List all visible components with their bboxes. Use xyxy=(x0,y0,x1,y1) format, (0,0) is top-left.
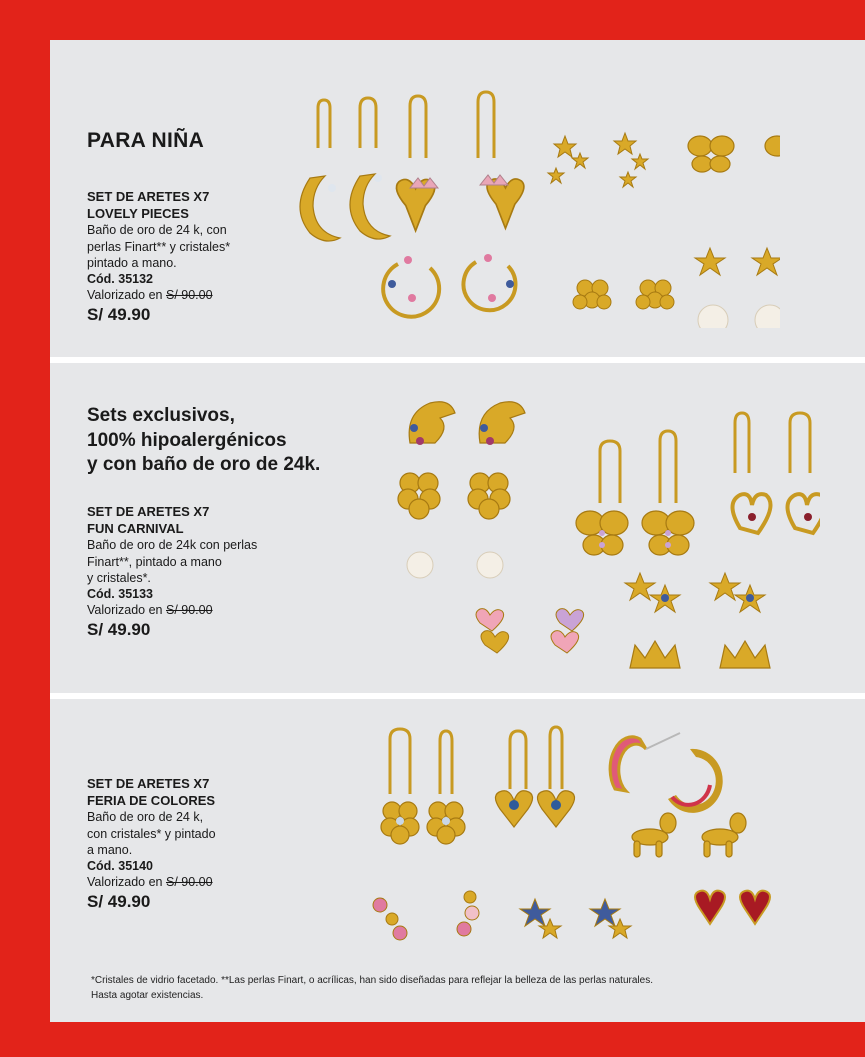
current-price: S/ 49.90 xyxy=(87,891,151,911)
product-description: Baño de oro de 24 k, con xyxy=(87,223,227,238)
product-title: SET DE ARETES X7 xyxy=(87,504,210,519)
product-description: con cristales* y pintado xyxy=(87,826,216,841)
product-info-feria-de-colores xyxy=(87,776,317,913)
valued-label: Valorizado en xyxy=(87,875,163,890)
footnote xyxy=(91,974,831,1003)
product-code: Cód. 35140 xyxy=(87,859,154,873)
current-price: S/ 49.90 xyxy=(87,304,151,324)
footnote-line: Hasta agotar existencias. xyxy=(91,989,204,1001)
product-description: Baño de oro de 24 k, xyxy=(87,810,204,825)
old-price: S/ 90.00 xyxy=(166,288,213,303)
old-price: S/ 90.00 xyxy=(166,603,213,618)
section-para-nina xyxy=(50,40,865,357)
headline: y con baño de oro de 24k. xyxy=(87,454,321,476)
product-description: Baño de oro de 24k con perlas xyxy=(87,538,258,553)
valued-label: Valorizado en xyxy=(87,288,163,303)
headline-block xyxy=(87,404,387,478)
product-code: Cód. 35133 xyxy=(87,587,154,601)
product-info-fun-carnival xyxy=(87,504,317,641)
earrings-lovely-pieces-image xyxy=(280,88,780,328)
product-code: Cód. 35132 xyxy=(87,272,154,286)
product-title: SET DE ARETES X7 xyxy=(87,189,210,204)
headline: Sets exclusivos, xyxy=(87,405,235,426)
earrings-feria-de-colores-image xyxy=(350,719,780,979)
product-description: perlas Finart** y cristales* xyxy=(87,239,231,254)
product-name: FUN CARNIVAL xyxy=(87,520,184,536)
section-title: PARA NIÑA xyxy=(87,129,205,152)
product-description: a mano. xyxy=(87,842,133,857)
product-description: Finart**, pintado a mano xyxy=(87,554,222,569)
product-title: SET DE ARETES X7 xyxy=(87,776,210,791)
section-fun-carnival xyxy=(50,363,865,693)
product-description: pintado a mano. xyxy=(87,255,177,270)
valued-price-row xyxy=(87,874,317,890)
catalog-page xyxy=(50,40,865,1022)
current-price: S/ 49.90 xyxy=(87,619,151,639)
product-description: y cristales*. xyxy=(87,570,151,585)
valued-price-row xyxy=(87,602,317,618)
footnote-line: *Cristales de vidrio facetado. **Las perlas Finart, o acrílicas, han sido diseñadas para reflejar la belleza de las perlas naturales. xyxy=(91,975,653,986)
valued-label: Valorizado en xyxy=(87,603,163,618)
old-price: S/ 90.00 xyxy=(166,875,213,890)
product-name: LOVELY PIECES xyxy=(87,205,189,221)
earrings-fun-carnival-image xyxy=(380,383,820,673)
product-name: FERIA DE COLORES xyxy=(87,792,216,808)
headline: 100% hipoalergénicos xyxy=(87,429,287,451)
